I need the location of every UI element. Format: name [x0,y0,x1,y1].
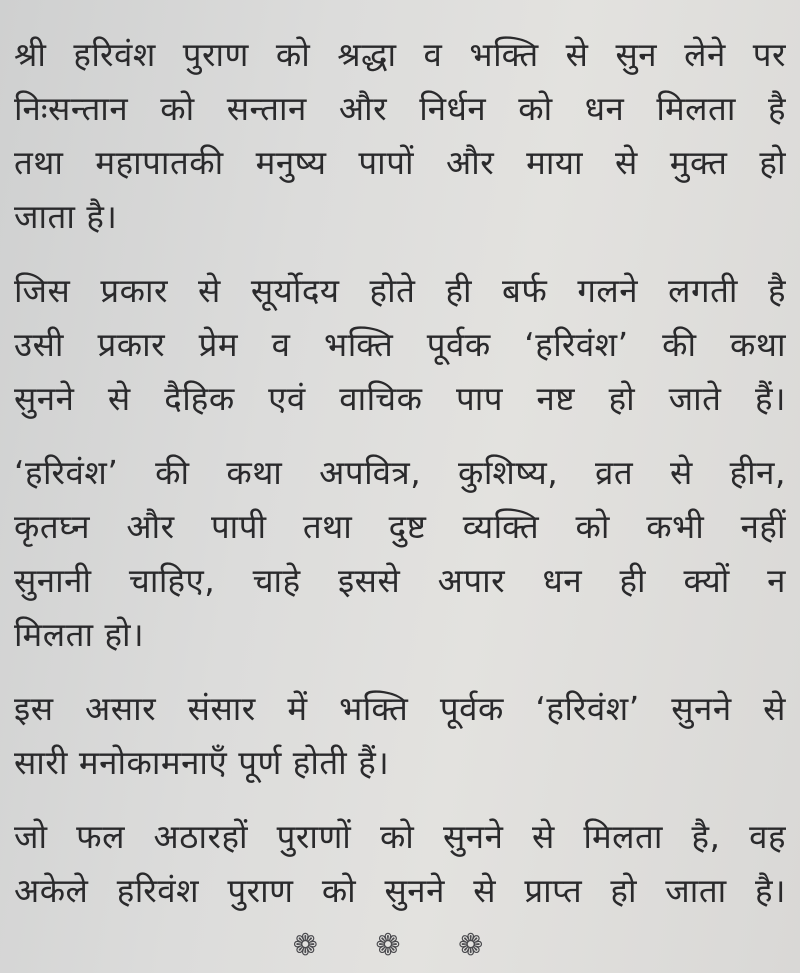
text-line: तथा महापातकी मनुष्य पापों और माया से मुक्त हो [14,143,786,182]
text-line: श्री हरिवंश पुराण को श्रद्धा व भक्ति से सुन लेने पर [14,35,786,74]
ornament-row [0,926,800,966]
paragraph-5 [14,810,786,918]
text-line: जिस प्रकार से सूर्योदय होते ही बर्फ गलने लगती है [14,271,786,310]
paragraph-3 [14,446,786,662]
text-line: ‘हरिवंश’ की कथा अपवित्र, कुशिष्य, व्रत से हीन, [14,453,786,492]
text-line: निःसन्तान को सन्तान और निर्धन को धन मिलता है [14,89,786,128]
text-line: कृतघ्न और पापी तथा दुष्ट व्यक्ति को कभी नहीं [14,507,786,546]
text-line: सुनने से दैहिक एवं वाचिक पाप नष्ट हो जाते हैं। [14,379,786,418]
paragraph-4 [14,682,786,790]
paragraph-1 [14,28,786,244]
text-line: मिलता हो। [14,615,145,654]
text-line: सारी मनोकामनाएँ पूर्ण होती हैं। [14,743,390,782]
page-text [14,28,786,938]
text-line: सुनानी चाहिए, चाहे इससे अपार धन ही क्यों न [14,561,786,600]
text-line: उसी प्रकार प्रेम व भक्ति पूर्वक ‘हरिवंश’ की कथा [14,325,786,364]
flower-ornament-icon: ❁ [292,928,342,963]
text-line: जो फल अठारहों पुराणों को सुनने से मिलता है, वह [14,817,786,856]
flower-ornament-icon: ❁ [375,928,425,963]
flower-ornament-icon: ❁ [458,928,508,963]
text-line: इस असार संसार में भक्ति पूर्वक ‘हरिवंश’ सुनने से [14,689,786,728]
text-line: अकेले हरिवंश पुराण को सुनने से प्राप्त हो जाता है। [14,871,786,910]
text-line: जाता है। [14,197,118,236]
paragraph-2 [14,264,786,426]
